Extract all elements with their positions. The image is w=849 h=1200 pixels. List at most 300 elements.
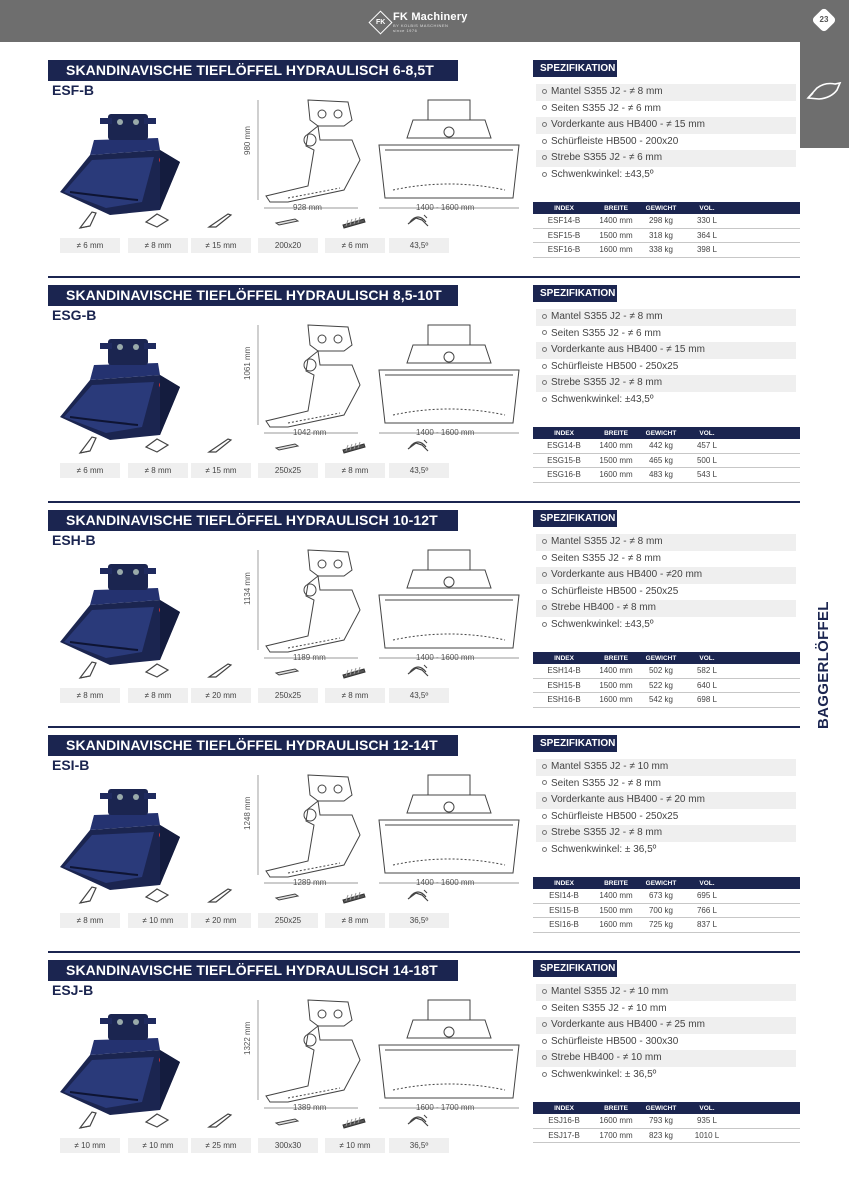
bullet-icon	[542, 1072, 547, 1077]
spec-item	[536, 842, 796, 859]
table-cell: 442 kg	[648, 441, 674, 451]
bullet-icon	[542, 814, 547, 819]
table-cell: 502 kg	[648, 666, 674, 676]
bullet-icon	[542, 989, 547, 994]
spec-text: Schwenkwinkel: ± 36,5º	[551, 1068, 657, 1080]
section-divider	[48, 951, 800, 953]
spec-text: Schürfleiste HB500 - 200x20	[551, 135, 679, 147]
spec-item	[536, 84, 796, 101]
tilt-angle-icon	[404, 885, 432, 905]
table-header-cell: BREITE	[604, 879, 628, 887]
table-row	[533, 454, 800, 469]
spec-heading: SPEZIFIKATION	[533, 735, 617, 752]
spec-text: Strebe S355 J2 - ≠ 8 mm	[551, 377, 663, 389]
wall-plate-icon	[76, 885, 104, 905]
table-header	[533, 1102, 800, 1114]
spec-item	[536, 792, 796, 809]
table-header-cell: BREITE	[604, 654, 628, 662]
spec-item	[536, 600, 796, 617]
product-section	[48, 60, 800, 275]
cutting-edge-icon	[206, 210, 234, 230]
product-section	[48, 735, 800, 950]
table-header-cell: INDEX	[554, 429, 574, 437]
table-cell: 1600 mm	[599, 1116, 633, 1126]
model-code: ESJ-B	[52, 982, 94, 998]
spec-item	[536, 809, 796, 826]
side-view-drawing	[248, 315, 368, 445]
bullet-icon	[542, 847, 547, 852]
wall-plate-icon	[76, 660, 104, 680]
table-cell: ESH14-B	[547, 666, 581, 676]
spec-table	[533, 652, 800, 708]
spec-text: Seiten S355 J2 - ≠ 8 mm	[551, 777, 661, 789]
table-cell: ESG16-B	[547, 470, 581, 480]
height-dimension: 980 mm	[243, 126, 252, 155]
wear-strip-icon	[273, 1110, 301, 1130]
side-plate-icon	[143, 885, 171, 905]
side-view-drawing	[248, 90, 368, 220]
spec-table	[533, 427, 800, 483]
table-cell: ESI16-B	[549, 920, 579, 930]
depth-dimension: 928 mm	[293, 203, 322, 212]
spec-item	[536, 1034, 796, 1051]
spec-item	[536, 617, 796, 634]
wear-strip-icon	[273, 660, 301, 680]
feature-value: ≠ 6 mm	[325, 238, 385, 253]
bullet-icon	[542, 555, 547, 560]
table-cell: ESF14-B	[547, 216, 581, 226]
feature-value: ≠ 25 mm	[191, 1138, 251, 1153]
section-divider	[48, 501, 800, 503]
bullet-icon	[542, 780, 547, 785]
depth-dimension: 1042 mm	[293, 428, 327, 437]
bucket-photo	[50, 325, 185, 445]
model-code: ESG-B	[52, 307, 97, 323]
spec-text: Mantel S355 J2 - ≠ 8 mm	[551, 311, 663, 322]
spec-table	[533, 202, 800, 258]
feature-value: ≠ 10 mm	[60, 1138, 120, 1153]
table-row	[533, 904, 800, 919]
brand-sub: BY KOLBIS MASCHINEN	[393, 22, 449, 28]
product-section	[48, 510, 800, 725]
spec-text: Strebe S355 J2 - ≠ 6 mm	[551, 152, 663, 164]
bullet-icon	[542, 122, 547, 127]
spec-text: Mantel S355 J2 - ≠ 10 mm	[551, 761, 669, 772]
spec-list	[536, 984, 796, 1084]
table-row	[533, 918, 800, 933]
bullet-icon	[542, 1005, 547, 1010]
spec-list	[536, 759, 796, 859]
section-title: SKANDINAVISCHE TIEFLÖFFEL HYDRAULISCH 14-18T	[48, 960, 458, 981]
feature-value: 250x25	[258, 463, 318, 478]
feature-value: 300x30	[258, 1138, 318, 1153]
spec-table	[533, 877, 800, 933]
table-cell: 1400 mm	[599, 441, 633, 451]
spec-text: Strebe HB400 - ≠ 10 mm	[551, 1052, 662, 1064]
spec-heading: SPEZIFIKATION	[533, 510, 617, 527]
side-plate-icon	[143, 435, 171, 455]
top-bar	[0, 0, 849, 42]
table-cell: ESH15-B	[547, 680, 581, 690]
table-row	[533, 693, 800, 708]
spec-list	[536, 84, 796, 184]
bullet-icon	[542, 397, 547, 402]
table-cell: 330 L	[696, 216, 718, 226]
feature-value: ≠ 10 mm	[325, 1138, 385, 1153]
depth-dimension: 1189 mm	[293, 653, 326, 662]
table-cell: ESG15-B	[547, 455, 581, 465]
height-dimension: 1134 mm	[243, 572, 252, 605]
spec-item	[536, 134, 796, 151]
wear-strip-icon	[273, 435, 301, 455]
tilt-angle-icon	[404, 210, 432, 230]
table-cell: 1600 mm	[599, 470, 633, 480]
side-plate-icon	[143, 210, 171, 230]
table-row	[533, 1129, 800, 1144]
bullet-icon	[542, 605, 547, 610]
spec-text: Seiten S355 J2 - ≠ 8 mm	[551, 552, 661, 564]
table-cell: ESG14-B	[547, 441, 581, 451]
brand-since: since 1976	[393, 27, 418, 33]
bullet-icon	[542, 1022, 547, 1027]
cutting-edge-icon	[206, 1110, 234, 1130]
table-cell: 364 L	[696, 230, 718, 240]
bullet-icon	[542, 139, 547, 144]
feature-value: 250x25	[258, 913, 318, 928]
height-dimension: 1322 mm	[243, 1021, 252, 1055]
brand-name: FK Machinery	[393, 10, 468, 23]
feature-icons	[48, 210, 458, 260]
bullet-icon	[542, 572, 547, 577]
spec-text: Strebe S355 J2 - ≠ 8 mm	[551, 827, 663, 839]
table-cell: 1500 mm	[599, 230, 633, 240]
model-code: ESF-B	[52, 82, 94, 98]
bullet-icon	[542, 539, 547, 544]
rib-icon	[340, 435, 368, 455]
bullet-icon	[542, 364, 547, 369]
feature-value: 43,5º	[389, 688, 449, 703]
table-cell: 1500 mm	[599, 680, 633, 690]
table-cell: ESF15-B	[547, 230, 581, 240]
spec-item	[536, 551, 796, 568]
cutting-edge-icon	[206, 435, 234, 455]
width-dimension: 1400 - 1600 mm	[416, 428, 475, 437]
spec-heading: SPEZIFIKATION	[533, 960, 617, 977]
section-title: SKANDINAVISCHE TIEFLÖFFEL HYDRAULISCH 6-8,5T	[48, 60, 458, 81]
cutting-edge-icon	[206, 885, 234, 905]
table-header-cell: INDEX	[554, 879, 574, 887]
feature-value: 36,5º	[389, 1138, 449, 1153]
product-section	[48, 285, 800, 500]
width-dimension: 1400 - 1600 mm	[416, 878, 475, 887]
brand-logo	[372, 10, 468, 34]
wear-strip-icon	[273, 210, 301, 230]
rib-icon	[340, 210, 368, 230]
table-header-cell: VOL.	[699, 1104, 715, 1112]
table-cell: 542 kg	[648, 695, 674, 705]
feature-value: ≠ 20 mm	[191, 688, 251, 703]
feature-value: ≠ 20 mm	[191, 913, 251, 928]
spec-text: Mantel S355 J2 - ≠ 10 mm	[551, 986, 669, 997]
table-row	[533, 468, 800, 483]
spec-text: Mantel S355 J2 - ≠ 8 mm	[551, 536, 663, 547]
spec-item	[536, 326, 796, 343]
table-cell: 582 L	[696, 666, 718, 676]
table-cell: 1600 mm	[599, 920, 633, 930]
product-section	[48, 960, 800, 1175]
bullet-icon	[542, 105, 547, 110]
table-header-cell: BREITE	[604, 204, 628, 212]
table-header-cell: GEWICHT	[645, 429, 677, 437]
height-dimension: 1061 mm	[243, 346, 252, 380]
table-cell: 1700 mm	[599, 1130, 633, 1140]
wear-strip-icon	[273, 885, 301, 905]
rib-icon	[340, 660, 368, 680]
table-header-cell: VOL.	[699, 429, 715, 437]
spec-text: Mantel S355 J2 - ≠ 8 mm	[551, 86, 663, 97]
table-header-cell: GEWICHT	[645, 1104, 677, 1112]
table-cell: 465 kg	[648, 455, 674, 465]
side-plate-icon	[143, 660, 171, 680]
spec-text: Seiten S355 J2 - ≠ 10 mm	[551, 1002, 667, 1014]
spec-list	[536, 309, 796, 409]
table-header-cell: INDEX	[554, 1104, 574, 1112]
spec-item	[536, 534, 796, 551]
bullet-icon	[542, 314, 547, 319]
feature-value: ≠ 8 mm	[325, 463, 385, 478]
spec-text: Vorderkante aus HB400 - ≠ 15 mm	[551, 119, 705, 131]
feature-value: 250x25	[258, 688, 318, 703]
spec-item	[536, 567, 796, 584]
front-view-drawing	[373, 90, 525, 220]
spec-item	[536, 584, 796, 601]
table-cell: 500 L	[696, 455, 718, 465]
spec-item	[536, 117, 796, 134]
feature-value: ≠ 8 mm	[325, 688, 385, 703]
table-cell: 1600 mm	[599, 695, 633, 705]
table-cell: 483 kg	[648, 470, 674, 480]
spec-text: Vorderkante aus HB400 - ≠20 mm	[551, 569, 703, 581]
table-cell: 837 L	[696, 920, 718, 930]
section-divider	[48, 276, 800, 278]
spec-text: Schwenkwinkel: ±43,5º	[551, 168, 654, 180]
table-row	[533, 1114, 800, 1129]
spec-item	[536, 167, 796, 184]
spec-text: Seiten S355 J2 - ≠ 6 mm	[551, 327, 661, 339]
cutting-edge-icon	[206, 660, 234, 680]
feature-value: 36,5º	[389, 913, 449, 928]
spec-text: Vorderkante aus HB400 - ≠ 20 mm	[551, 794, 705, 806]
feature-icons	[48, 660, 458, 710]
height-dimension: 1248 mm	[243, 796, 252, 830]
section-divider	[48, 726, 800, 728]
table-cell: 673 kg	[648, 891, 674, 901]
feature-value: ≠ 8 mm	[325, 913, 385, 928]
feature-value: 43,5º	[389, 238, 449, 253]
table-cell: 1010 L	[694, 1130, 720, 1140]
table-cell: 298 kg	[648, 216, 674, 226]
spec-text: Strebe HB400 - ≠ 8 mm	[551, 602, 656, 614]
spec-item	[536, 375, 796, 392]
spec-item	[536, 776, 796, 793]
table-cell: ESJ17-B	[548, 1130, 580, 1140]
table-cell: 793 kg	[648, 1116, 674, 1126]
bucket-photo	[50, 1000, 185, 1120]
spec-heading: SPEZIFIKATION	[533, 60, 617, 77]
side-view-drawing	[248, 540, 368, 670]
spec-item	[536, 342, 796, 359]
width-dimension: 1600 - 1700 mm	[416, 1103, 475, 1112]
table-header-cell: INDEX	[554, 204, 574, 212]
bullet-icon	[542, 622, 547, 627]
tilt-angle-icon	[404, 1110, 432, 1130]
table-row	[533, 679, 800, 694]
table-cell: ESJ16-B	[548, 1116, 580, 1126]
table-cell: 1400 mm	[599, 891, 633, 901]
spec-table	[533, 1102, 800, 1143]
table-cell: 1500 mm	[599, 905, 633, 915]
spec-item	[536, 984, 796, 1001]
depth-dimension: 1289 mm	[293, 878, 327, 887]
table-row	[533, 243, 800, 258]
depth-dimension: 1389 mm	[293, 1103, 327, 1112]
table-row	[533, 439, 800, 454]
feature-value: 200x20	[258, 238, 318, 253]
table-cell: 522 kg	[648, 680, 674, 690]
model-code: ESI-B	[52, 757, 90, 773]
table-cell: 1400 mm	[599, 666, 633, 676]
feature-value: ≠ 10 mm	[128, 1138, 188, 1153]
bucket-photo	[50, 100, 185, 220]
tilt-angle-icon	[404, 660, 432, 680]
spec-text: Schwenkwinkel: ±43,5º	[551, 618, 654, 630]
table-row	[533, 229, 800, 244]
spec-item	[536, 1050, 796, 1067]
spec-item	[536, 101, 796, 118]
spec-item	[536, 150, 796, 167]
bucket-icon	[805, 80, 843, 102]
table-header-cell: BREITE	[604, 1104, 628, 1112]
table-cell: ESI15-B	[549, 905, 579, 915]
feature-icons	[48, 435, 458, 485]
model-code: ESH-B	[52, 532, 96, 548]
feature-value: ≠ 15 mm	[191, 463, 251, 478]
table-cell: 823 kg	[648, 1130, 674, 1140]
feature-value: ≠ 8 mm	[128, 463, 188, 478]
feature-value: ≠ 8 mm	[60, 913, 120, 928]
spec-heading: SPEZIFIKATION	[533, 285, 617, 302]
table-header-cell: VOL.	[699, 654, 715, 662]
table-header	[533, 877, 800, 889]
spec-text: Schürfleiste HB500 - 250x25	[551, 585, 679, 597]
table-cell: ESF16-B	[547, 245, 581, 255]
table-header	[533, 427, 800, 439]
width-dimension: 1400 - 1600 mm	[416, 203, 475, 212]
table-cell: 935 L	[696, 1116, 718, 1126]
table-cell: ESI14-B	[549, 891, 579, 901]
section-title: SKANDINAVISCHE TIEFLÖFFEL HYDRAULISCH 12-14T	[48, 735, 458, 756]
bullet-icon	[542, 347, 547, 352]
spec-list	[536, 534, 796, 634]
front-view-drawing	[373, 765, 525, 895]
bullet-icon	[542, 764, 547, 769]
bullet-icon	[542, 1055, 547, 1060]
table-header-cell: VOL.	[699, 879, 715, 887]
table-cell: 695 L	[696, 891, 718, 901]
spec-text: Schwenkwinkel: ±43,5º	[551, 393, 654, 405]
feature-value: ≠ 6 mm	[60, 463, 120, 478]
side-view-drawing	[248, 765, 368, 895]
bullet-icon	[542, 1039, 547, 1044]
table-header	[533, 652, 800, 664]
width-dimension: 1400 - 1600 mm	[416, 653, 475, 662]
bullet-icon	[542, 330, 547, 335]
feature-value: ≠ 6 mm	[60, 238, 120, 253]
table-cell: 700 kg	[648, 905, 674, 915]
table-cell: 398 L	[696, 245, 718, 255]
table-cell: 543 L	[696, 470, 718, 480]
wall-plate-icon	[76, 1110, 104, 1130]
table-header-cell: VOL.	[699, 204, 715, 212]
feature-value: ≠ 8 mm	[128, 688, 188, 703]
spec-item	[536, 359, 796, 376]
bullet-icon	[542, 380, 547, 385]
table-header-cell: BREITE	[604, 429, 628, 437]
table-cell: 1600 mm	[599, 245, 633, 255]
bullet-icon	[542, 797, 547, 802]
feature-value: 43,5º	[389, 463, 449, 478]
feature-value: ≠ 15 mm	[191, 238, 251, 253]
rib-icon	[340, 1110, 368, 1130]
table-cell: 766 L	[696, 905, 718, 915]
table-row	[533, 664, 800, 679]
feature-value: ≠ 8 mm	[128, 238, 188, 253]
wall-plate-icon	[76, 435, 104, 455]
spec-item	[536, 1017, 796, 1034]
spec-text: Schürfleiste HB500 - 250x25	[551, 810, 679, 822]
table-cell: ESH16-B	[547, 695, 581, 705]
section-title: SKANDINAVISCHE TIEFLÖFFEL HYDRAULISCH 10-12T	[48, 510, 458, 531]
spec-text: Vorderkante aus HB400 - ≠ 15 mm	[551, 344, 705, 356]
table-cell: 457 L	[696, 441, 718, 451]
tilt-angle-icon	[404, 435, 432, 455]
table-cell: 338 kg	[648, 245, 674, 255]
table-row	[533, 214, 800, 229]
front-view-drawing	[373, 315, 525, 445]
spec-item	[536, 392, 796, 409]
rib-icon	[340, 885, 368, 905]
feature-value: ≠ 10 mm	[128, 913, 188, 928]
spec-text: Schürfleiste HB500 - 300x30	[551, 1035, 679, 1047]
table-header-cell: GEWICHT	[645, 879, 677, 887]
spec-text: Schwenkwinkel: ± 36,5º	[551, 843, 657, 855]
table-cell: 1400 mm	[599, 216, 633, 226]
bucket-photo	[50, 550, 185, 670]
bullet-icon	[542, 589, 547, 594]
spec-item	[536, 1001, 796, 1018]
spec-text: Seiten S355 J2 - ≠ 6 mm	[551, 102, 661, 114]
page-number-badge: 23	[811, 7, 836, 32]
table-header-cell: GEWICHT	[645, 204, 677, 212]
bullet-icon	[542, 830, 547, 835]
bullet-icon	[542, 89, 547, 94]
wall-plate-icon	[76, 210, 104, 230]
table-header-cell: INDEX	[554, 654, 574, 662]
table-header	[533, 202, 800, 214]
logo-mark-icon: FK	[368, 10, 392, 34]
table-cell: 1500 mm	[599, 455, 633, 465]
section-title: SKANDINAVISCHE TIEFLÖFFEL HYDRAULISCH 8,5-10T	[48, 285, 458, 306]
